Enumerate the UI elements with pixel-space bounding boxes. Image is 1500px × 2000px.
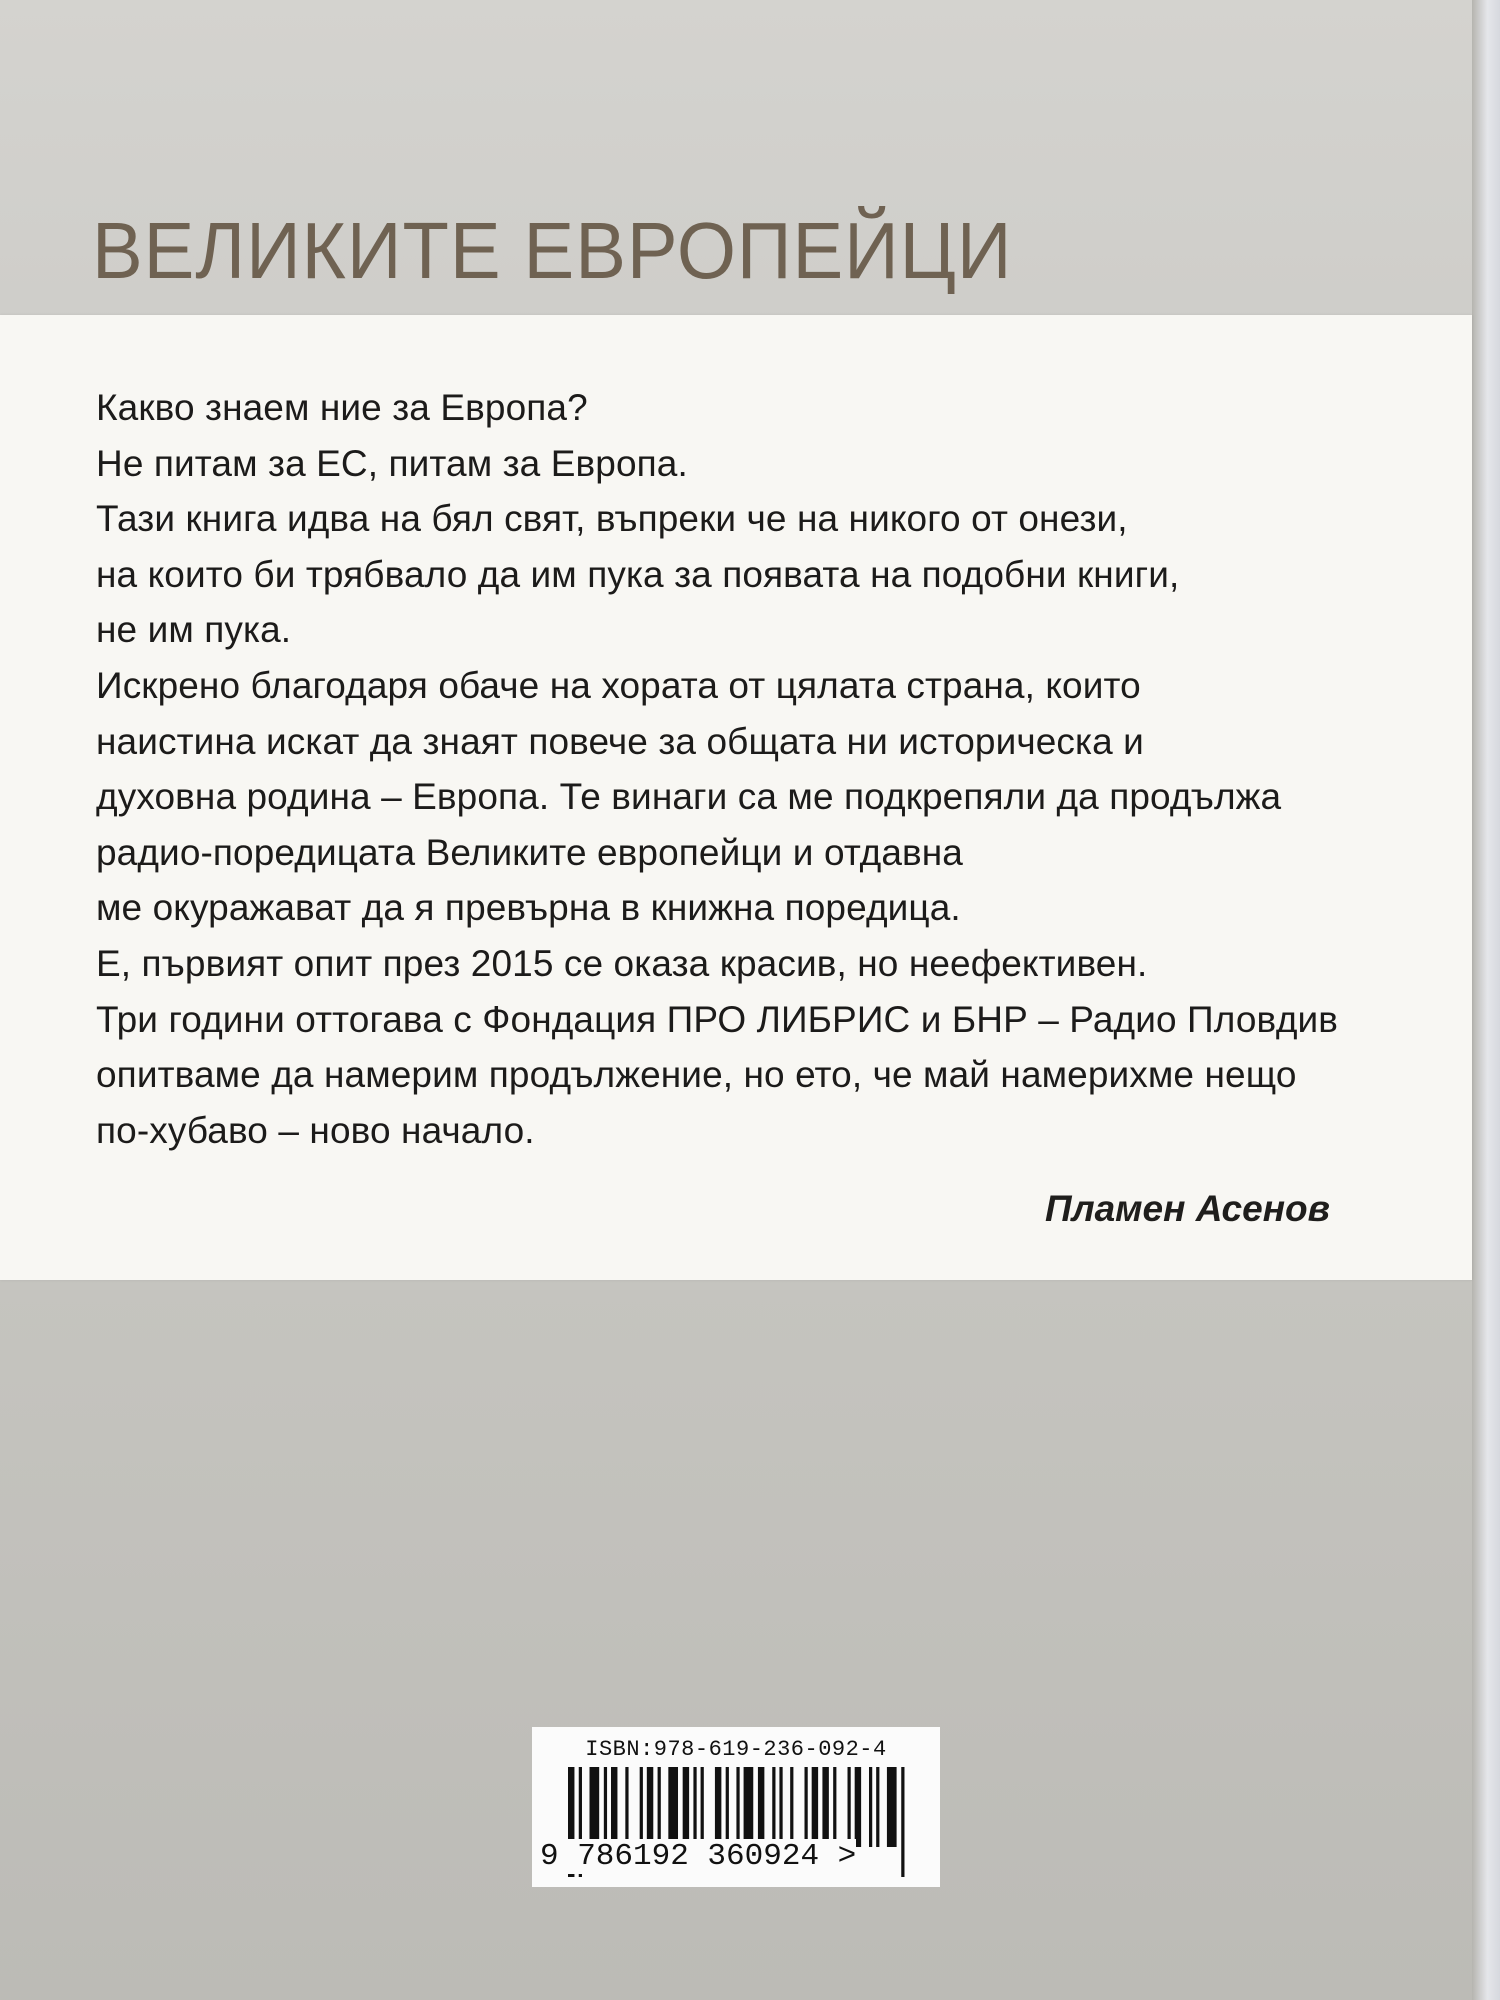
barcode-stripe (625, 1767, 628, 1847)
blurb-line: Не питам за ЕС, питам за Европа. (96, 442, 688, 484)
barcode-stripe (812, 1767, 818, 1847)
barcode-stripe (693, 1767, 696, 1847)
blurb-line: по-хубаво – ново начало. (96, 1109, 535, 1151)
isbn-barcode (532, 1727, 940, 1887)
author-signature: Пламен Асенов (1044, 1188, 1330, 1229)
blurb-line: Е, първият опит през 2015 се оказа красив, но неефективен. (96, 942, 1148, 984)
barcode-stripe (658, 1767, 661, 1847)
isbn-label: ISBN:978-619-236-092-4 (585, 1737, 887, 1762)
blurb-line: наистина искат да знаят повече за общата ни историческа и (96, 720, 1144, 762)
barcode-stripe (779, 1767, 782, 1847)
barcode-stripe (715, 1767, 721, 1847)
blurb-line: Искрено благодаря обаче на хората от цялата страна, които (96, 664, 1141, 706)
barcode-stripe (876, 1767, 879, 1847)
barcode-digits: 9 786192 360924 > (540, 1839, 857, 1874)
barcode-stripe (887, 1767, 897, 1847)
blurb-line: Какво знаем ние за Европа? (96, 387, 588, 428)
blurb-line: духовна родина – Европа. Те винаги са ме подкрепяли да продължа (96, 776, 1282, 818)
barcode-stripe (833, 1767, 836, 1847)
barcode-stripe (611, 1767, 617, 1847)
barcode-stripe (790, 1767, 793, 1847)
barcode-stripe (772, 1767, 775, 1847)
blurb-line: на които би трябвало да им пука за появата на подобни книги, (96, 553, 1180, 595)
blurb-text (96, 380, 1456, 1158)
barcode-stripe (647, 1767, 653, 1847)
barcode-stripe (590, 1767, 600, 1847)
barcode-stripe (758, 1767, 764, 1847)
barcode-stripe (848, 1767, 851, 1847)
blurb-line: Тази книга идва на бял свят, въпреки че на никого от онези, (96, 498, 1128, 540)
blurb-line: не им пука. (96, 609, 292, 651)
book-title: ВЕЛИКИТЕ ЕВРОПЕЙЦИ (92, 206, 1013, 295)
barcode-stripe (805, 1767, 808, 1847)
barcode-stripe (901, 1767, 904, 1877)
barcode-stripe (822, 1767, 828, 1847)
blurb-line: опитваме да намерим продължение, но ето, че май намерихме нещо (96, 1054, 1297, 1096)
blurb-line: Три години оттогава с Фондация ПРО ЛИБРИС и БНР – Радио Пловдив (96, 998, 1339, 1040)
barcode-stripe (701, 1767, 704, 1847)
barcode-stripe (640, 1767, 643, 1847)
barcode-stripe (736, 1767, 739, 1847)
blurb-line: ме окуражават да я превърна в книжна поредица. (96, 887, 961, 929)
barcode-stripe (668, 1767, 678, 1847)
barcode-stripe (855, 1767, 861, 1847)
barcode-stripe (869, 1767, 872, 1847)
barcode-stripe (744, 1767, 754, 1847)
page-edge (1472, 0, 1500, 2000)
barcode-stripe (726, 1767, 729, 1847)
barcode-stripe (683, 1767, 689, 1847)
blurb-line: радио-поредицата Великите европейци и отдавна (96, 831, 963, 873)
barcode-stripe (604, 1767, 607, 1847)
